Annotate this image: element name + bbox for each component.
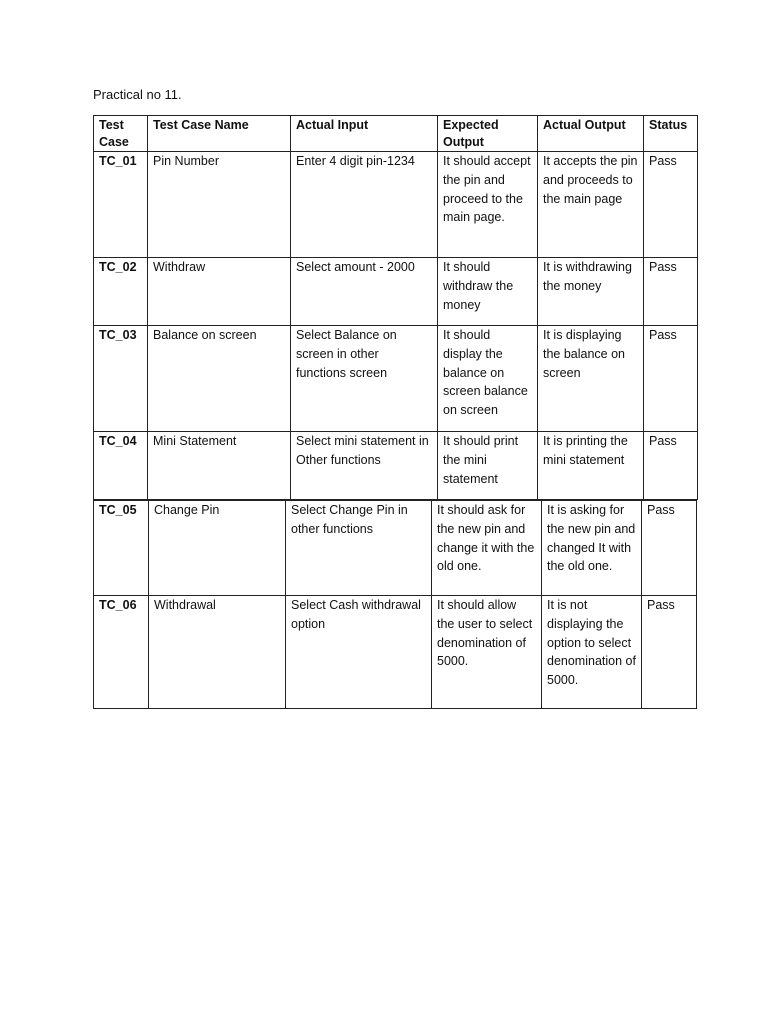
test-case-name: Mini Statement	[148, 432, 291, 500]
status: Pass	[644, 258, 698, 326]
table-row	[94, 432, 698, 500]
test-case-id: TC_03	[94, 326, 148, 432]
actual-input: Select Change Pin in other functions	[286, 501, 432, 596]
expected-output: It should print the mini statement	[438, 432, 538, 500]
expected-output: It should ask for the new pin and change it with the old one.	[432, 501, 542, 596]
table-row	[94, 501, 697, 596]
table-row	[94, 326, 698, 432]
table-row	[94, 152, 698, 258]
actual-input: Select Cash withdrawal option	[286, 596, 432, 709]
test-case-id: TC_06	[94, 596, 149, 709]
header-expected-output: Expected Output	[438, 116, 538, 152]
status: Pass	[644, 326, 698, 432]
test-case-name: Pin Number	[148, 152, 291, 258]
actual-output: It is displaying the balance on screen	[538, 326, 644, 432]
actual-input: Select amount - 2000	[291, 258, 438, 326]
header-test-case-name: Test Case Name	[148, 116, 291, 152]
actual-output: It is asking for the new pin and changed It with the old one.	[542, 501, 642, 596]
table-row	[94, 258, 698, 326]
table-row	[94, 596, 697, 709]
actual-output: It is withdrawing the money	[538, 258, 644, 326]
actual-output: It is not displaying the option to select denomination of 5000.	[542, 596, 642, 709]
header-actual-input: Actual Input	[291, 116, 438, 152]
header-actual-output: Actual Output	[538, 116, 644, 152]
test-case-id: TC_02	[94, 258, 148, 326]
expected-output: It should display the balance on screen balance on screen	[438, 326, 538, 432]
header-test-case: Test Case	[94, 116, 148, 152]
status: Pass	[644, 432, 698, 500]
status: Pass	[642, 596, 697, 709]
page-title: Practical no 11.	[93, 87, 182, 102]
table-header-row	[94, 116, 698, 152]
test-case-table	[93, 115, 698, 500]
header-status: Status	[644, 116, 698, 152]
actual-input: Select mini statement in Other functions	[291, 432, 438, 500]
actual-input: Enter 4 digit pin-1234	[291, 152, 438, 258]
actual-output: It accepts the pin and proceeds to the main page	[538, 152, 644, 258]
test-case-id: TC_01	[94, 152, 148, 258]
test-case-table-continued	[93, 500, 697, 709]
actual-output: It is printing the mini statement	[538, 432, 644, 500]
expected-output: It should allow the user to select denomination of 5000.	[432, 596, 542, 709]
expected-output: It should accept the pin and proceed to the main page.	[438, 152, 538, 258]
status: Pass	[642, 501, 697, 596]
status: Pass	[644, 152, 698, 258]
test-case-id: TC_04	[94, 432, 148, 500]
test-case-name: Withdraw	[148, 258, 291, 326]
test-case-id: TC_05	[94, 501, 149, 596]
test-case-name: Withdrawal	[149, 596, 286, 709]
expected-output: It should withdraw the money	[438, 258, 538, 326]
test-case-name: Balance on screen	[148, 326, 291, 432]
test-case-name: Change Pin	[149, 501, 286, 596]
actual-input: Select Balance on screen in other functions screen	[291, 326, 438, 432]
